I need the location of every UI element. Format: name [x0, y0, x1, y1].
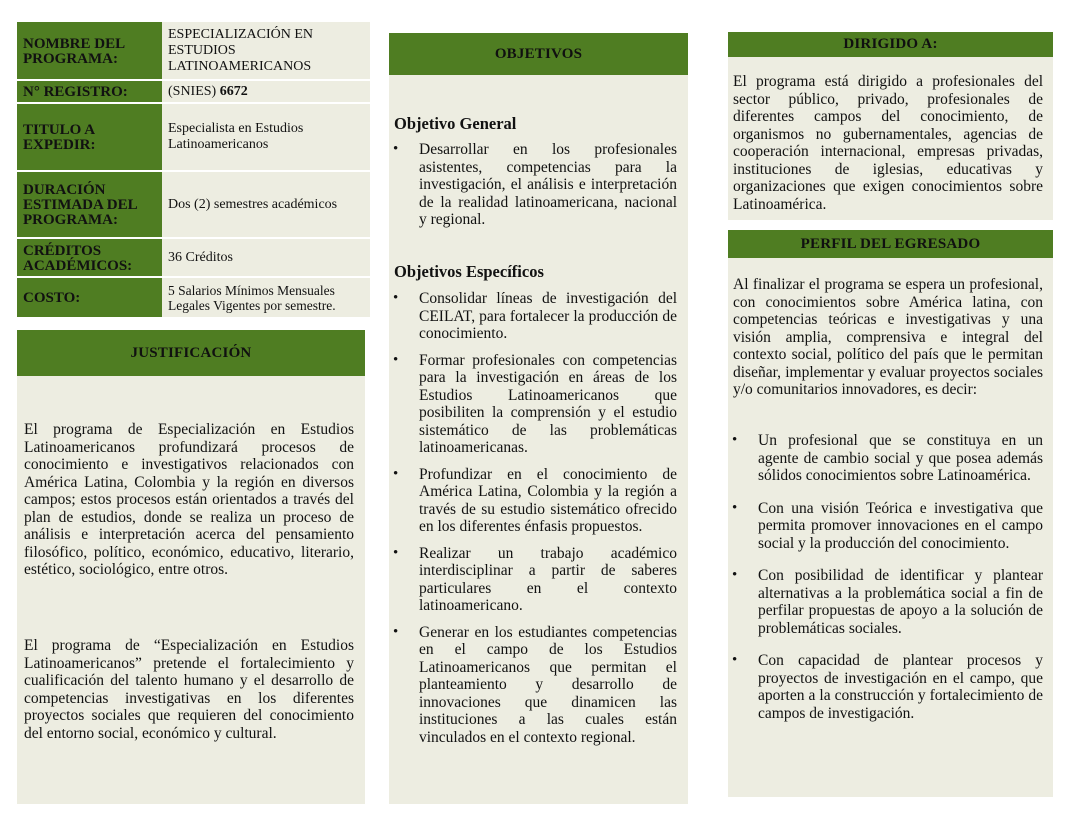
objetivos-header: OBJETIVOS	[389, 33, 688, 75]
info-row-duracion	[17, 172, 370, 237]
program-info-table	[17, 22, 370, 317]
info-label: DURACIÓN ESTIMADA DEL PROGRAMA:	[17, 172, 162, 237]
info-label: NOMBRE DEL PROGRAMA:	[17, 22, 162, 79]
dirigido-text: El programa está dirigido a profesionales del sector público, privado, profesionales de diferentes campos del conocimiento, de organismos no gubernamentales, agencias de cooperación internacional, empresas privadas, instituciones de iglesias, educativas y organizaciones que exigen conocimientos sobre Latinoamérica.	[733, 73, 1043, 213]
info-label: CRÉDITOS ACADÉMICOS:	[17, 239, 162, 276]
list-item: • Con una visión Teórica e investigativa que permita promover innovaciones en el campo social y la producción del conocimiento.	[758, 500, 1043, 553]
list-item: • Desarrollar en los profesionales asistentes, competencias para la investigación, el análisis e interpretación de la realidad latinoamericana, nacional y regional.	[419, 141, 677, 229]
info-row-costo	[17, 278, 370, 317]
list-item: • Formar profesionales con competencias para la investigación en áreas de los Estudios Latinoamericanos que posibiliten la comprensión y el estudio sistemático de las problemáticas latinoamericanas.	[419, 352, 677, 457]
dirigido-header: DIRIGIDO A:	[728, 32, 1053, 57]
info-value: 36 Créditos	[162, 239, 370, 276]
info-label: N° REGISTRO:	[17, 81, 162, 102]
objetivo-general-title: Objetivo General	[394, 114, 517, 133]
info-value: Especialista en Estudios Latinoamericanos	[162, 104, 370, 170]
snies-number: 6672	[219, 83, 248, 99]
info-label: COSTO:	[17, 278, 162, 317]
justificacion-header: JUSTIFICACIÓN	[17, 330, 365, 376]
info-row-creditos	[17, 239, 370, 276]
perfil-header: PERFIL DEL EGRESADO	[728, 230, 1053, 258]
info-row-titulo	[17, 104, 370, 170]
list-item: • Profundizar en el conocimiento de América Latina, Colombia y la región a través de su estudio sistemático ofrecido en los diferentes énfasis propuestos.	[419, 466, 677, 536]
info-row-nombre	[17, 22, 370, 79]
info-value: ESPECIALIZACIÓN EN ESTUDIOS LATINOAMERICANOS	[162, 22, 370, 79]
info-row-registro	[17, 81, 370, 102]
objetivos-especificos-list	[419, 290, 677, 746]
perfil-intro: Al finalizar el programa se espera un profesional, con conocimientos sobre América latina, con competencias teóricas e investigativas y una visión amplia, comprensiva e integral del contexto social, político del país que le permitan diseñar, implementar y evaluar proyectos sociales y/o comunitarios innovadores, es decir:	[733, 276, 1043, 398]
list-item: • Con posibilidad de identificar y plantear alternativas a la problemática social a fin de perfilar propuestas de apoyo a la solución de problemáticas sociales.	[758, 567, 1043, 637]
list-item: • Un profesional que se constituya en un agente de cambio social y que posea además sólidos conocimientos sobre Latinoamérica.	[758, 432, 1043, 485]
info-value	[162, 81, 370, 102]
objetivo-general-list	[419, 141, 677, 229]
objetivos-especificos-title: Objetivos Específicos	[394, 262, 544, 281]
list-item: • Consolidar líneas de investigación del CEILAT, para fortalecer la producción de conocimiento.	[419, 290, 677, 343]
justificacion-paragraph-1: El programa de Especialización en Estudios Latinoamericanos profundizará procesos de conocimiento e investigativos relacionados con América Latina, Colombia y la región en diversos campos; estos procesos están orientados a través del plan de estudios, donde se realiza un proceso de análisis e interpretación acerca del pensamiento filosófico, político, económico, educativo, literario, estético, sociológico, entre otros.	[24, 421, 354, 578]
info-value: Dos (2) semestres académicos	[162, 172, 370, 237]
justificacion-paragraph-2: El programa de “Especialización en Estudios Latinoamericanos” pretende el fortalecimiento y cualificación del talento humano y el desarrollo de competencias investigativas en los diferentes proyectos sociales que requieren del conocimiento del entorno social, económico y cultural.	[24, 637, 354, 742]
list-item: • Realizar un trabajo académico interdisciplinar a partir de saberes particulares en el contexto latinoamericano.	[419, 545, 677, 615]
list-item: • Con capacidad de plantear procesos y proyectos de investigación en el campo, que aporten a la construcción y fortalecimiento de campos de investigación.	[758, 652, 1043, 722]
perfil-list	[758, 432, 1043, 722]
snies-prefix: (SNIES)	[168, 83, 220, 99]
list-item: • Generar en los estudiantes competencias en el campo de los Estudios Latinoamericanos que permitan el planteamiento y desarrollo de innovaciones que dinamicen las instituciones a las cuales están vinculados en el contexto regional.	[419, 624, 677, 747]
info-label: TITULO A EXPEDIR:	[17, 104, 162, 170]
info-value: 5 Salarios Mínimos Mensuales Legales Vigentes por semestre.	[162, 278, 370, 317]
